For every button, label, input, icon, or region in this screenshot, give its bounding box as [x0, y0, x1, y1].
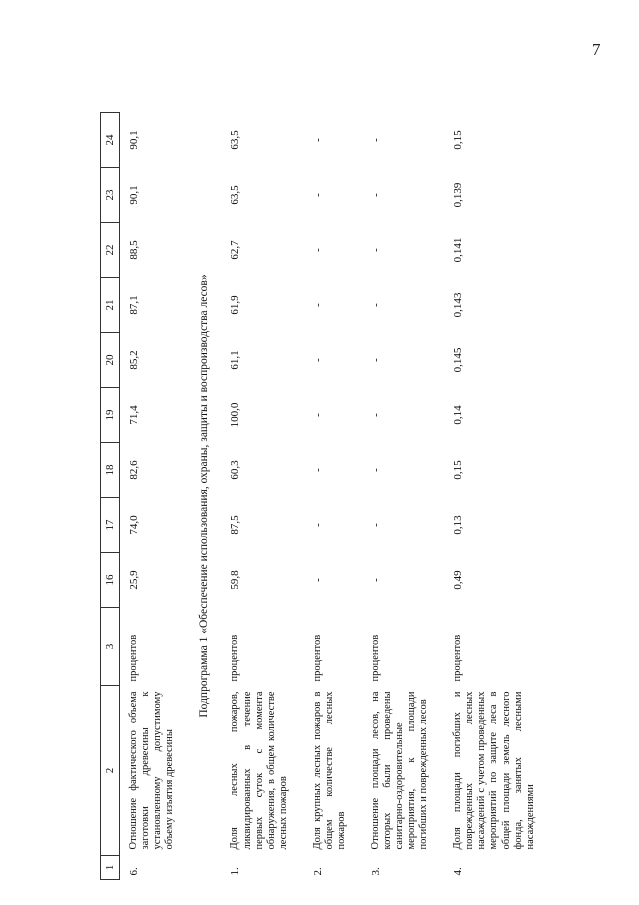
value-cell: -: [369, 578, 382, 582]
header-cell: 22: [101, 223, 120, 278]
indicator-name: Доля лесных пожаров, ликвидированных в течение первых суток с момента обнаружения, в общем количестве лесных пожаров: [229, 691, 289, 850]
value-cell: 87,5: [229, 515, 242, 535]
value-cell: 59,8: [229, 570, 242, 590]
value-cell: -: [369, 248, 382, 252]
unit-cell: процентов: [311, 634, 323, 682]
value-cell: 87,1: [120, 278, 191, 333]
row-number: 4.: [452, 867, 465, 876]
row-number: 1.: [229, 867, 242, 876]
header-cell: 24: [101, 113, 120, 168]
row-number: 3.: [369, 867, 382, 876]
indicator-name: Отношение площади лесов, на которых были проведены санитарно-оздоровительные мероприятия, к площади погибших и поврежденных лесов: [369, 691, 430, 850]
value-cell: -: [311, 358, 324, 362]
value-cell: -: [311, 413, 324, 417]
value-cell: 0,15: [452, 130, 465, 150]
row-number: 2.: [311, 867, 324, 876]
header-cell: 19: [101, 388, 120, 443]
value-cell: -: [311, 193, 324, 197]
value-cell: 61,9: [229, 295, 242, 315]
value-cell: -: [369, 138, 382, 142]
value-cell: -: [311, 468, 324, 472]
value-cell: 90,1: [120, 113, 191, 168]
value-cell: 25,9: [120, 553, 191, 608]
header-cell: 20: [101, 333, 120, 388]
unit-cell: процентов: [229, 634, 241, 682]
indicator-name: Доля площади погибших и поврежденных лесных насаждений с учетом проведенных мероприятий по защите леса в общей площади земель лесного фонда, занятых лесными насаждениями: [452, 691, 536, 850]
value-cell: -: [369, 358, 382, 362]
unit-cell: процентов: [452, 634, 464, 682]
value-cell: 85,2: [120, 333, 191, 388]
value-cell: 71,4: [120, 388, 191, 443]
value-cell: 61,1: [229, 350, 242, 370]
rotated-table-sheet: [100, 60, 536, 880]
value-cell: 60,3: [229, 460, 242, 480]
value-cell: 100,0: [229, 402, 242, 428]
header-cell: 21: [101, 278, 120, 333]
value-cell: -: [369, 523, 382, 527]
header-cell: 3: [101, 608, 120, 686]
indicators-table: [100, 112, 551, 880]
value-cell: -: [311, 303, 324, 307]
table-row: [221, 113, 303, 880]
header-cell: 2: [101, 686, 120, 856]
header-cell: 18: [101, 443, 120, 498]
indicator-name: Отношение фактического объема заготовки древесины к установленному допустимому объему изъятия древесины: [120, 686, 191, 856]
value-cell: 0,143: [452, 292, 465, 318]
header-cell: 16: [101, 553, 120, 608]
value-cell: 0,15: [452, 460, 465, 480]
value-cell: -: [311, 523, 324, 527]
value-cell: 63,5: [229, 185, 242, 205]
header-cell: 1: [101, 856, 120, 880]
section-title: Подпрограмма 1 «Обеспечение использования, охраны, защиты и воспроизводства лесов»: [198, 274, 211, 718]
table-row: [304, 113, 362, 880]
unit-cell: процентов: [369, 634, 381, 682]
section-row: [190, 113, 221, 880]
value-cell: 0,139: [452, 182, 465, 208]
value-cell: 0,49: [452, 570, 465, 590]
header-cell: 17: [101, 498, 120, 553]
value-cell: -: [369, 193, 382, 197]
value-cell: 74,0: [120, 498, 191, 553]
table-row: [362, 113, 444, 880]
value-cell: -: [369, 468, 382, 472]
table-row: [444, 113, 550, 880]
table-row: [120, 113, 191, 880]
unit-cell: процентов: [120, 608, 191, 686]
value-cell: 0,141: [452, 237, 465, 263]
row-number: 6.: [120, 856, 191, 880]
header-cell: 23: [101, 168, 120, 223]
value-cell: 0,145: [452, 347, 465, 373]
value-cell: -: [311, 578, 324, 582]
value-cell: 90,1: [120, 168, 191, 223]
header-row: [101, 113, 120, 880]
value-cell: 82,6: [120, 443, 191, 498]
value-cell: -: [369, 303, 382, 307]
value-cell: 62,7: [229, 240, 242, 260]
value-cell: -: [311, 248, 324, 252]
value-cell: 0,13: [452, 515, 465, 535]
indicator-name: Доля крупных лесных пожаров в общем количестве лесных пожаров: [311, 691, 347, 850]
page-number: 7: [592, 40, 601, 59]
value-cell: -: [311, 138, 324, 142]
value-cell: -: [369, 413, 382, 417]
value-cell: 63,5: [229, 130, 242, 150]
value-cell: 0,14: [452, 405, 465, 425]
value-cell: 88,5: [120, 223, 191, 278]
